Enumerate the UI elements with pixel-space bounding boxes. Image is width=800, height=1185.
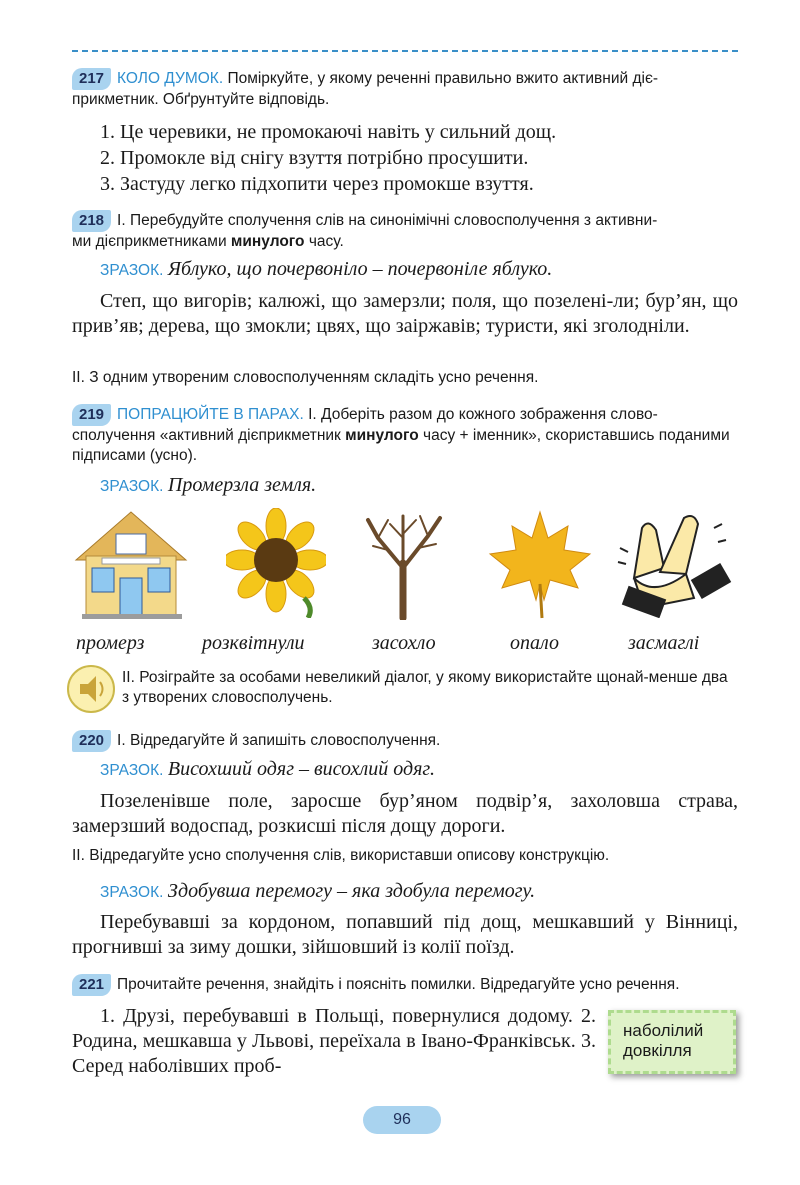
- exercise-tag: КОЛО ДУМОК.: [117, 70, 224, 87]
- exercise-tag: ПОПРАЦЮЙТЕ В ПАРАХ.: [117, 406, 304, 423]
- exercise-number-badge: 220: [72, 730, 111, 752]
- vocabulary-sticker: [608, 1010, 736, 1074]
- speaker-icon: [66, 664, 116, 714]
- list-item: 3. Застуду легко підхопити через промокше взуття.: [100, 173, 534, 195]
- exercise-221-text: 1. Друзі, перебувавші в Польщі, повернулися додому. 2. Родина, мешкавша у Львові, переїхала в Івано-Франківськ. 3. Серед наболівших проб-: [72, 1005, 596, 1077]
- exercise-219-instruction: 219 ПОПРАЦЮЙТЕ В ПАРАХ. І. Доберіть разом до кожного зображення слово-сполучення «активний дієприкметник минулого часу + іменник», скориставшись поданими підписами (усно).: [72, 406, 730, 464]
- exercise-number-badge: 219: [72, 404, 111, 426]
- exercise-220-task2: ІІ. Відредагуйте усно сполучення слів, використавши описову конструкцію.: [72, 847, 610, 864]
- maple-leaf-image: [486, 508, 594, 620]
- exercise-220-text2: Перебувавші за кордоном, попавший під дощ, мешкавший у Вінниці, прогнивші за зиму дошки, зійшовший із колії поїзд.: [72, 911, 738, 958]
- house-image: [72, 508, 190, 620]
- exercise-217-instruction: 217 КОЛО ДУМОК. Поміркуйте, у якому реченні правильно вжито активний діє- прикметник. Обґрунтуйте відповідь.: [72, 70, 659, 108]
- exercise-number-badge: 218: [72, 210, 111, 232]
- image-label-hands: засмаглі: [628, 632, 700, 654]
- exercise-221-instruction: 221 Прочитайте речення, знайдіть і поясніть помилки. Відредагуйте усно речення.: [72, 974, 738, 996]
- exercise-220-text1: Позеленівше поле, заросше бур’яном подвір’я, захоловша страва, замерзший водоспад, розкисші після дощу дороги.: [72, 790, 738, 837]
- exercise-219-sample: ЗРАЗОК. Промерзла земля.: [100, 474, 317, 496]
- exercise-219-task2: ІІ. Розіграйте за особами невеликий діалог, у якому використайте щонай-менше два з утворених словосполучень.: [122, 669, 728, 706]
- image-label-tree: засохло: [372, 632, 436, 654]
- list-item: 1. Це черевики, не промокаючі навіть у сильний дощ.: [100, 121, 557, 143]
- tree-image: [358, 508, 448, 620]
- image-label-sunflower: розквітнули: [202, 632, 305, 654]
- exercise-220-instruction: 220 І. Відредагуйте й запишіть словосполучення.: [72, 730, 738, 752]
- exercise-218-instruction: 218 І. Перебудуйте сполучення слів на синонімічні словосполучення з активни- ми дієприкметниками минулого часу.: [72, 212, 658, 250]
- exercise-number-badge: 221: [72, 974, 111, 996]
- top-dashed-divider: [72, 50, 738, 52]
- exercise-220-sample2: ЗРАЗОК. Здобувша перемогу – яка здобула перемогу.: [100, 880, 536, 902]
- sticker-word: наболілий: [623, 1021, 704, 1040]
- list-item: 2. Промокле від снігу взуття потрібно просушити.: [100, 147, 529, 169]
- sunflower-image: [226, 508, 326, 618]
- exercise-218-text: Степ, що вигорів; калюжі, що замерзли; поля, що позелені-ли; бур’ян, що прив’яв; дерева, що змокли; цвях, що заіржавів; туристи, які зголодніли.: [72, 290, 738, 337]
- exercise-217-sentences: [100, 119, 740, 197]
- exercise-number-badge: 217: [72, 68, 111, 90]
- image-label-leaf: опало: [510, 632, 559, 654]
- sticker-word: довкілля: [623, 1041, 692, 1060]
- exercise-218-task2: ІІ. З одним утвореним словосполученням складіть усно речення.: [72, 369, 539, 386]
- exercise-218-sample: ЗРАЗОК. Яблуко, що почервоніло – почервоніле яблуко.: [100, 258, 553, 280]
- clapping-hands-image: [614, 508, 732, 618]
- exercise-220-sample1: ЗРАЗОК. Висохший одяг – висохлий одяг.: [100, 758, 435, 780]
- page-number: 96: [363, 1106, 441, 1134]
- image-label-house: промерз: [76, 632, 145, 654]
